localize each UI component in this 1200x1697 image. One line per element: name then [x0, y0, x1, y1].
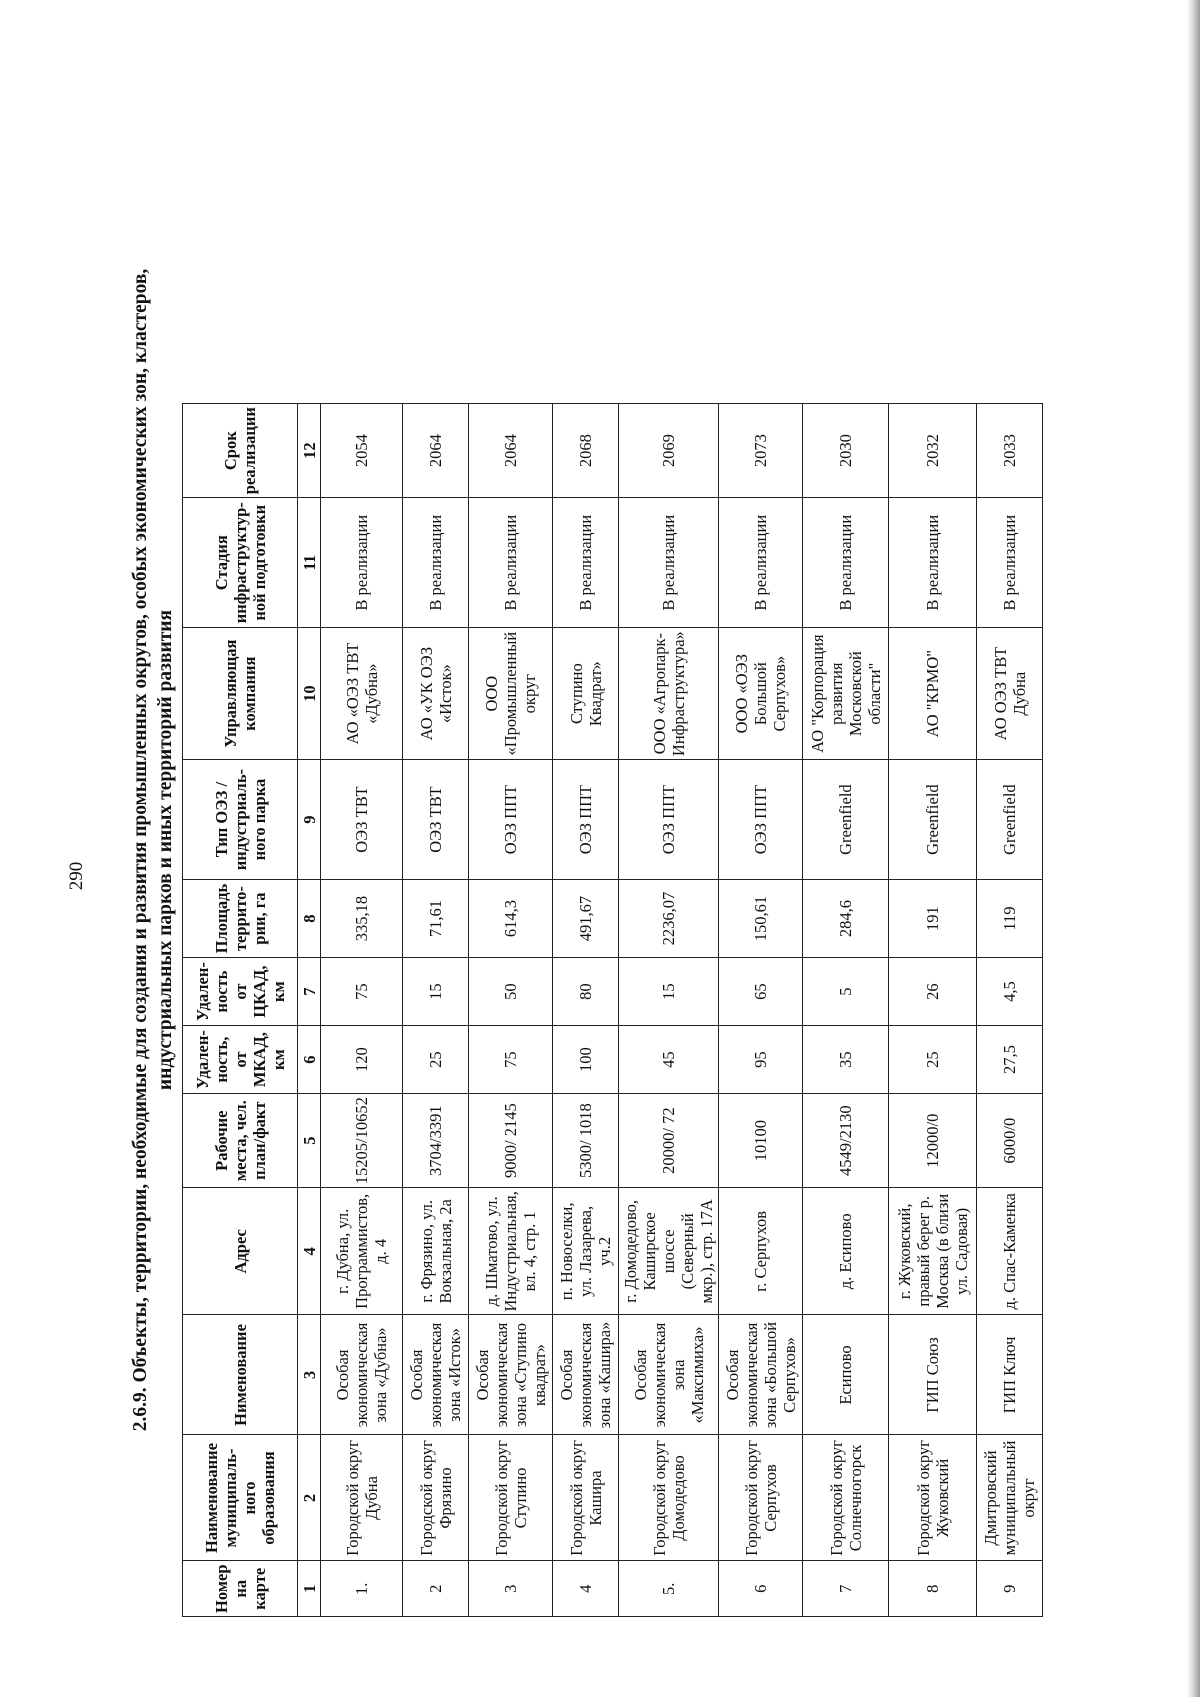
header-cell: Тип ОЭЗ / индустриаль-ного парка: [183, 760, 298, 880]
table-cell: 71,61: [403, 880, 469, 958]
table-cell: 26: [889, 958, 977, 1026]
table-cell: 2236,07: [619, 880, 719, 958]
objects-table: [182, 403, 1043, 1617]
table-cell: п. Новоселки, ул. Лазарева, уч.2: [553, 1188, 619, 1315]
table-cell: 191: [889, 880, 977, 958]
table-cell: 2054: [321, 404, 403, 498]
table-cell: 95: [719, 1026, 803, 1094]
table-cell: 3: [469, 1561, 553, 1617]
table-cell: В реализации: [803, 498, 889, 628]
table-row: [977, 404, 1043, 1617]
table-cell: Особая экономическая зона «Большой Серпухов»: [719, 1315, 803, 1435]
table-cell: В реализации: [977, 498, 1043, 628]
table-cell: г. Фрязино, ул. Вокзальная, 2а: [403, 1188, 469, 1315]
table-cell: АО «ОЭЗ ТВТ «Дубна»: [321, 628, 403, 760]
header-cell: Рабочие места, чел. план/факт: [183, 1094, 298, 1188]
table-cell: 2064: [469, 404, 553, 498]
table-cell: ГИП Союз: [889, 1315, 977, 1435]
table-cell: Особая экономическая зона «Ступино квадрат»: [469, 1315, 553, 1435]
page-number: 290: [66, 861, 87, 891]
table-cell: В реализации: [469, 498, 553, 628]
column-number-row: [298, 404, 321, 1617]
table-cell: 2033: [977, 404, 1043, 498]
rotated-page: [128, 62, 1200, 1642]
table-cell: 10100: [719, 1094, 803, 1188]
table-cell: Городской округ Серпухов: [719, 1435, 803, 1561]
table-row: [719, 404, 803, 1617]
table-cell: 9000/ 2145: [469, 1094, 553, 1188]
table-cell: АО "КРМО": [889, 628, 977, 760]
column-number: 10: [298, 628, 321, 760]
table-cell: 120: [321, 1026, 403, 1094]
table-cell: д. Есипово: [803, 1188, 889, 1315]
table-cell: 50: [469, 958, 553, 1026]
table-cell: ОЭЗ ППТ: [619, 760, 719, 880]
table-cell: Городской округ Дубна: [321, 1435, 403, 1561]
table-cell: 119: [977, 880, 1043, 958]
column-number: 3: [298, 1315, 321, 1435]
table-cell: 100: [553, 1026, 619, 1094]
table-cell: Городской округ Кашира: [553, 1435, 619, 1561]
table-cell: В реализации: [321, 498, 403, 628]
table-cell: 15: [403, 958, 469, 1026]
table-cell: д. Шматово, ул. Индустриальная, вл. 4, стр. 1: [469, 1188, 553, 1315]
table-cell: Особая экономическая зона «Максимиха»: [619, 1315, 719, 1435]
column-number: 9: [298, 760, 321, 880]
table-cell: ООО «Агропарк-Инфраструктура»: [619, 628, 719, 760]
table-cell: Greenfield: [803, 760, 889, 880]
table-cell: 5: [803, 958, 889, 1026]
table-cell: д. Спас-Каменка: [977, 1188, 1043, 1315]
table-cell: 15: [619, 958, 719, 1026]
table-cell: 35: [803, 1026, 889, 1094]
table-cell: 25: [403, 1026, 469, 1094]
table-cell: 25: [889, 1026, 977, 1094]
table-cell: Greenfield: [977, 760, 1043, 880]
table-cell: г. Домодедово, Каширское шоссе (Северный мкр.), стр. 17А: [619, 1188, 719, 1315]
table-cell: Городской округ Жуковский: [889, 1435, 977, 1561]
table-cell: Городской округ Домодедово: [619, 1435, 719, 1561]
header-cell: Удален-ность, от МКАД, км: [183, 1026, 298, 1094]
table-cell: 491,67: [553, 880, 619, 958]
table-row: [321, 404, 403, 1617]
column-number: 7: [298, 958, 321, 1026]
table-cell: ОЭЗ ТВТ: [403, 760, 469, 880]
title-line-2: индустриальных парков и иных территорий развития: [155, 609, 176, 1091]
table-cell: 9: [977, 1561, 1043, 1617]
table-cell: Особая экономическая зона «Кашира»: [553, 1315, 619, 1435]
table-cell: 15205/10652: [321, 1094, 403, 1188]
header-cell: Наименование муниципаль-ного образования: [183, 1435, 298, 1561]
document-title: [128, 70, 180, 1630]
table-row: [619, 404, 719, 1617]
header-cell: Управляющая компания: [183, 628, 298, 760]
table-cell: В реализации: [619, 498, 719, 628]
table-cell: 75: [321, 958, 403, 1026]
table-cell: 2030: [803, 404, 889, 498]
table-cell: 12000/0: [889, 1094, 977, 1188]
header-cell: Номер на карте: [183, 1561, 298, 1617]
column-number: 5: [298, 1094, 321, 1188]
table-cell: 5.: [619, 1561, 719, 1617]
header-cell: Нименование: [183, 1315, 298, 1435]
table-cell: 7: [803, 1561, 889, 1617]
header-cell: Удален-ность от ЦКАД, км: [183, 958, 298, 1026]
column-number: 2: [298, 1435, 321, 1561]
table-row: [889, 404, 977, 1617]
table-cell: 3704/3391: [403, 1094, 469, 1188]
table-cell: Дмитровский муниципальный округ: [977, 1435, 1043, 1561]
table-cell: г. Жуковский, правый берег р. Москва (в близи ул. Садовая): [889, 1188, 977, 1315]
table-cell: Greenfield: [889, 760, 977, 880]
table-cell: г. Серпухов: [719, 1188, 803, 1315]
table-row: [553, 404, 619, 1617]
header-cell: Адрес: [183, 1188, 298, 1315]
table-cell: Городской округ Ступино: [469, 1435, 553, 1561]
table-cell: В реализации: [403, 498, 469, 628]
table-cell: АО «УК ОЭЗ «Исток»: [403, 628, 469, 760]
table-cell: ОЭЗ ППТ: [553, 760, 619, 880]
table-cell: Городской округ Фрязино: [403, 1435, 469, 1561]
header-row: [183, 404, 298, 1617]
table-cell: 6: [719, 1561, 803, 1617]
table-cell: 2: [403, 1561, 469, 1617]
column-number: 8: [298, 880, 321, 958]
table-cell: ОЭЗ ППТ: [719, 760, 803, 880]
table-row: [803, 404, 889, 1617]
table-cell: В реализации: [719, 498, 803, 628]
table-cell: Ступино Квадрат»: [553, 628, 619, 760]
table-cell: 2068: [553, 404, 619, 498]
table-cell: ОЭЗ ППТ: [469, 760, 553, 880]
table-cell: 4,5: [977, 958, 1043, 1026]
table-cell: Городской округ Солнечногорск: [803, 1435, 889, 1561]
table-cell: 4: [553, 1561, 619, 1617]
table-cell: 284,6: [803, 880, 889, 958]
column-number: 6: [298, 1026, 321, 1094]
table-row: [469, 404, 553, 1617]
table-cell: 27,5: [977, 1026, 1043, 1094]
table-cell: 614,3: [469, 880, 553, 958]
table-cell: г. Дубна, ул. Программистов, д. 4: [321, 1188, 403, 1315]
table-cell: ОЭЗ ТВТ: [321, 760, 403, 880]
header-cell: Срок реализации: [183, 404, 298, 498]
table-cell: ООО «ОЭЗ Большой Серпухов»: [719, 628, 803, 760]
table-cell: 1.: [321, 1561, 403, 1617]
column-number: 1: [298, 1561, 321, 1617]
table-cell: 4549/2130: [803, 1094, 889, 1188]
table-cell: АО ОЭЗ ТВТ Дубна: [977, 628, 1043, 760]
table-cell: 80: [553, 958, 619, 1026]
table-cell: В реализации: [553, 498, 619, 628]
title-line-1: 2.6.9. Объекты, территории, необходимые для создания и развития промышленных округов, особых экономических зон, кластеров,: [130, 268, 151, 1432]
table-cell: АО "Корпорация развития Московской области": [803, 628, 889, 760]
table-cell: Особая экономическая зона «Исток»: [403, 1315, 469, 1435]
table-cell: 2064: [403, 404, 469, 498]
column-number: 4: [298, 1188, 321, 1315]
table-cell: ООО «Промышленный округ: [469, 628, 553, 760]
table-cell: ГИП Ключ: [977, 1315, 1043, 1435]
table-cell: 150,61: [719, 880, 803, 958]
table-row: [403, 404, 469, 1617]
table-cell: 45: [619, 1026, 719, 1094]
table-cell: 8: [889, 1561, 977, 1617]
table-cell: 2069: [619, 404, 719, 498]
table-cell: Особая экономическая зона «Дубна»: [321, 1315, 403, 1435]
header-cell: Площадь террито-рии, га: [183, 880, 298, 958]
column-number: 11: [298, 498, 321, 628]
column-number: 12: [298, 404, 321, 498]
table-cell: 2073: [719, 404, 803, 498]
table-cell: Есипово: [803, 1315, 889, 1435]
table-cell: 20000/ 72: [619, 1094, 719, 1188]
table-cell: 2032: [889, 404, 977, 498]
table-cell: 5300/ 1018: [553, 1094, 619, 1188]
header-cell: Стадия инфраструктур-ной подготовки: [183, 498, 298, 628]
table-cell: 65: [719, 958, 803, 1026]
table-cell: 6000/0: [977, 1094, 1043, 1188]
table-cell: 75: [469, 1026, 553, 1094]
table-cell: 335,18: [321, 880, 403, 958]
table-cell: В реализации: [889, 498, 977, 628]
